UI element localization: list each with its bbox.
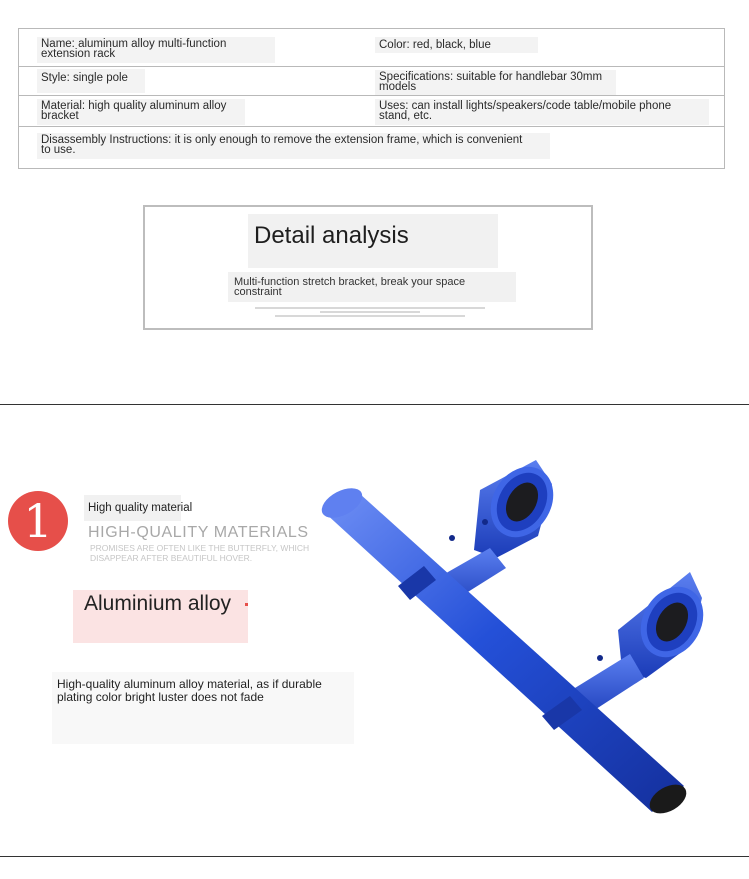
feature-description: High-quality aluminum alloy material, as if durable plating color bright luster does not fade: [57, 677, 322, 704]
spec-style: Style: single pole: [37, 69, 145, 93]
spec-row: [19, 29, 724, 66]
spec-color: Color: red, black, blue: [375, 37, 538, 53]
section-divider: [0, 856, 749, 857]
product-image: [300, 440, 740, 840]
spec-table: [18, 28, 725, 169]
spec-uses: Uses: can install lights/speakers/code table/mobile phone stand, etc.: [375, 99, 709, 125]
spec-disassembly: Disassembly Instructions: it is only enough to remove the extension frame, which is convenient to use.: [37, 133, 550, 159]
feature-tag: High quality material: [88, 502, 193, 514]
accent-dot: [245, 603, 248, 606]
feature-promise: PROMISES ARE OFTEN LIKE THE BUTTERFLY, WHICH DISAPPEAR AFTER BEAUTIFUL HOVER.: [90, 543, 310, 563]
spec-specifications: Specifications: suitable for handlebar 30mm models: [375, 70, 616, 96]
detail-subtitle: Multi-function stretch bracket, break your space constraint: [234, 276, 466, 298]
spec-name: Name: aluminum alloy multi-function extension rack: [37, 37, 275, 63]
detail-title: Detail analysis: [254, 222, 409, 249]
spec-row: [19, 126, 724, 170]
spec-material: Material: high quality aluminum alloy bracket: [37, 99, 245, 125]
number-badge: 1: [8, 491, 68, 551]
section-divider: [0, 404, 749, 405]
spec-row: [19, 95, 724, 126]
spec-row: [19, 66, 724, 95]
alloy-title: Aluminium alloy: [84, 592, 232, 615]
feature-heading: HIGH-QUALITY MATERIALS: [88, 524, 309, 541]
decorative-fine-print: [240, 305, 500, 319]
